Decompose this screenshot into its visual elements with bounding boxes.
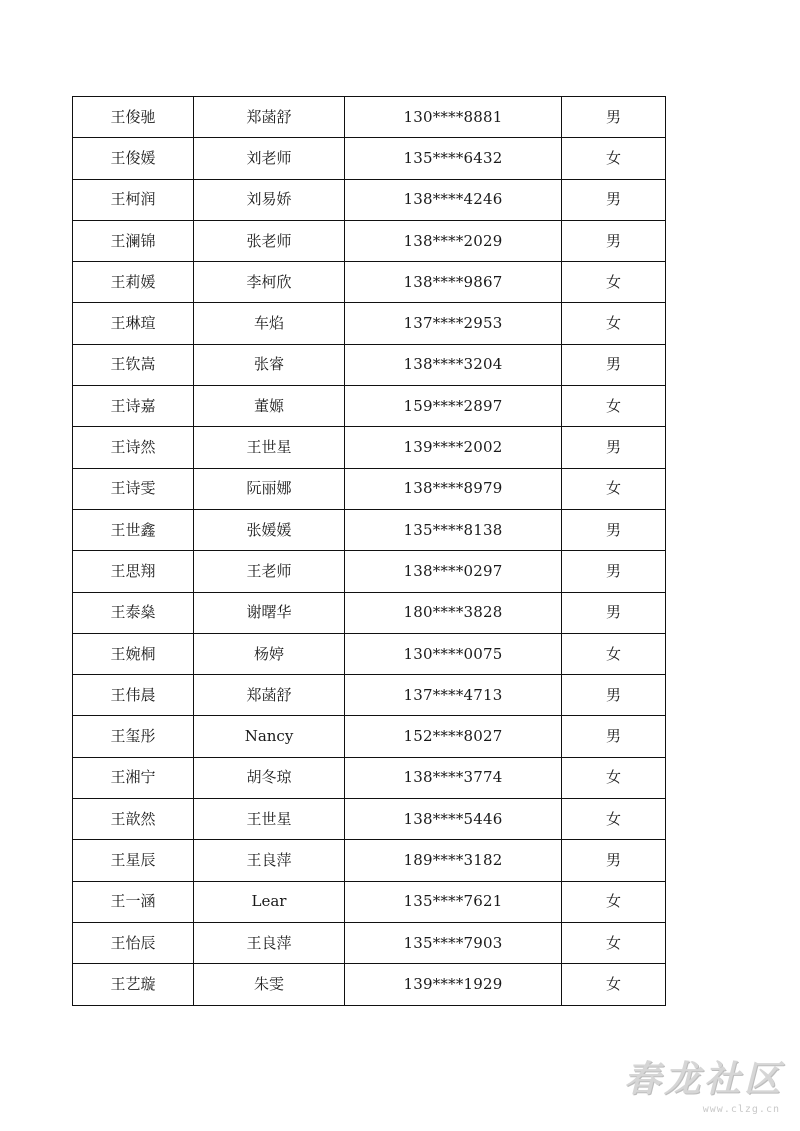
table-row: [73, 262, 666, 303]
phone-number-cell: 135****8138: [345, 509, 562, 550]
table-row: [73, 964, 666, 1005]
table-row: [73, 509, 666, 550]
contact-name-cell: 刘易娇: [194, 179, 345, 220]
student-name-cell: 王琳瑄: [73, 303, 194, 344]
student-name-cell: 王俊媛: [73, 138, 194, 179]
contact-name-cell: 张老师: [194, 220, 345, 261]
phone-number-cell: 135****6432: [345, 138, 562, 179]
gender-cell: 女: [562, 262, 666, 303]
table-row: [73, 757, 666, 798]
gender-cell: 男: [562, 509, 666, 550]
table-row: [73, 675, 666, 716]
contact-name-cell: 王老师: [194, 551, 345, 592]
student-name-cell: 王莉媛: [73, 262, 194, 303]
phone-number-cell: 138****4246: [345, 179, 562, 220]
contact-name-cell: 谢曙华: [194, 592, 345, 633]
contact-name-cell: 车焰: [194, 303, 345, 344]
table-row: [73, 716, 666, 757]
contact-name-cell: 张睿: [194, 344, 345, 385]
table-row: [73, 344, 666, 385]
gender-cell: 女: [562, 386, 666, 427]
phone-number-cell: 135****7621: [345, 881, 562, 922]
gender-cell: 男: [562, 551, 666, 592]
contact-name-cell: 杨婷: [194, 633, 345, 674]
student-name-cell: 王诗嘉: [73, 386, 194, 427]
table-row: [73, 592, 666, 633]
gender-cell: 女: [562, 964, 666, 1005]
table-row: [73, 220, 666, 261]
table-row: [73, 799, 666, 840]
roster-table: [72, 96, 666, 1006]
phone-number-cell: 130****8881: [345, 97, 562, 138]
table-row: [73, 138, 666, 179]
phone-number-cell: 135****7903: [345, 922, 562, 963]
phone-number-cell: 138****9867: [345, 262, 562, 303]
phone-number-cell: 139****1929: [345, 964, 562, 1005]
student-name-cell: 王思翔: [73, 551, 194, 592]
student-name-cell: 王诗雯: [73, 468, 194, 509]
student-name-cell: 王柯润: [73, 179, 194, 220]
gender-cell: 男: [562, 592, 666, 633]
student-name-cell: 王俊驰: [73, 97, 194, 138]
table-row: [73, 179, 666, 220]
table-row: [73, 840, 666, 881]
table-row: [73, 386, 666, 427]
student-name-cell: 王泰燊: [73, 592, 194, 633]
contact-name-cell: 张媛媛: [194, 509, 345, 550]
phone-number-cell: 152****8027: [345, 716, 562, 757]
contact-name-cell: 朱雯: [194, 964, 345, 1005]
watermark-url: www.clzg.cn: [702, 1104, 780, 1115]
contact-name-cell: 郑菡舒: [194, 97, 345, 138]
table-row: [73, 303, 666, 344]
student-name-cell: 王钦嵩: [73, 344, 194, 385]
phone-number-cell: 138****2029: [345, 220, 562, 261]
phone-number-cell: 130****0075: [345, 633, 562, 674]
phone-number-cell: 138****3204: [345, 344, 562, 385]
contact-name-cell: Nancy: [194, 716, 345, 757]
phone-number-cell: 137****4713: [345, 675, 562, 716]
contact-name-cell: 王世星: [194, 799, 345, 840]
contact-name-cell: 王世星: [194, 427, 345, 468]
table-row: [73, 881, 666, 922]
watermark-logo-text: 春龙社区: [623, 1058, 784, 1100]
table-row: [73, 97, 666, 138]
gender-cell: 男: [562, 427, 666, 468]
contact-name-cell: 董嫄: [194, 386, 345, 427]
phone-number-cell: 159****2897: [345, 386, 562, 427]
student-name-cell: 王一涵: [73, 881, 194, 922]
phone-number-cell: 180****3828: [345, 592, 562, 633]
phone-number-cell: 138****3774: [345, 757, 562, 798]
gender-cell: 女: [562, 633, 666, 674]
gender-cell: 女: [562, 922, 666, 963]
gender-cell: 女: [562, 303, 666, 344]
gender-cell: 女: [562, 881, 666, 922]
roster-table-body: [73, 97, 666, 1006]
contact-name-cell: 李柯欣: [194, 262, 345, 303]
table-row: [73, 427, 666, 468]
student-name-cell: 王婉桐: [73, 633, 194, 674]
student-name-cell: 王世鑫: [73, 509, 194, 550]
student-name-cell: 王艺璇: [73, 964, 194, 1005]
student-name-cell: 王诗然: [73, 427, 194, 468]
table-row: [73, 551, 666, 592]
gender-cell: 女: [562, 799, 666, 840]
phone-number-cell: 138****0297: [345, 551, 562, 592]
phone-number-cell: 138****8979: [345, 468, 562, 509]
student-name-cell: 王玺彤: [73, 716, 194, 757]
table-row: [73, 468, 666, 509]
student-name-cell: 王歆然: [73, 799, 194, 840]
contact-name-cell: 王良萍: [194, 840, 345, 881]
student-name-cell: 王怡辰: [73, 922, 194, 963]
table-row: [73, 633, 666, 674]
phone-number-cell: 138****5446: [345, 799, 562, 840]
site-watermark: [623, 1051, 786, 1117]
gender-cell: 男: [562, 716, 666, 757]
gender-cell: 男: [562, 97, 666, 138]
gender-cell: 女: [562, 138, 666, 179]
contact-name-cell: 刘老师: [194, 138, 345, 179]
gender-cell: 男: [562, 675, 666, 716]
phone-number-cell: 137****2953: [345, 303, 562, 344]
student-name-cell: 王澜锦: [73, 220, 194, 261]
contact-name-cell: 阮丽娜: [194, 468, 345, 509]
contact-name-cell: Lear: [194, 881, 345, 922]
gender-cell: 女: [562, 757, 666, 798]
phone-number-cell: 189****3182: [345, 840, 562, 881]
contact-name-cell: 王良萍: [194, 922, 345, 963]
gender-cell: 男: [562, 344, 666, 385]
student-name-cell: 王湘宁: [73, 757, 194, 798]
contact-name-cell: 胡冬琼: [194, 757, 345, 798]
phone-number-cell: 139****2002: [345, 427, 562, 468]
gender-cell: 男: [562, 840, 666, 881]
contact-name-cell: 郑菡舒: [194, 675, 345, 716]
gender-cell: 男: [562, 220, 666, 261]
gender-cell: 女: [562, 468, 666, 509]
student-name-cell: 王伟晨: [73, 675, 194, 716]
gender-cell: 男: [562, 179, 666, 220]
table-row: [73, 922, 666, 963]
student-name-cell: 王星辰: [73, 840, 194, 881]
